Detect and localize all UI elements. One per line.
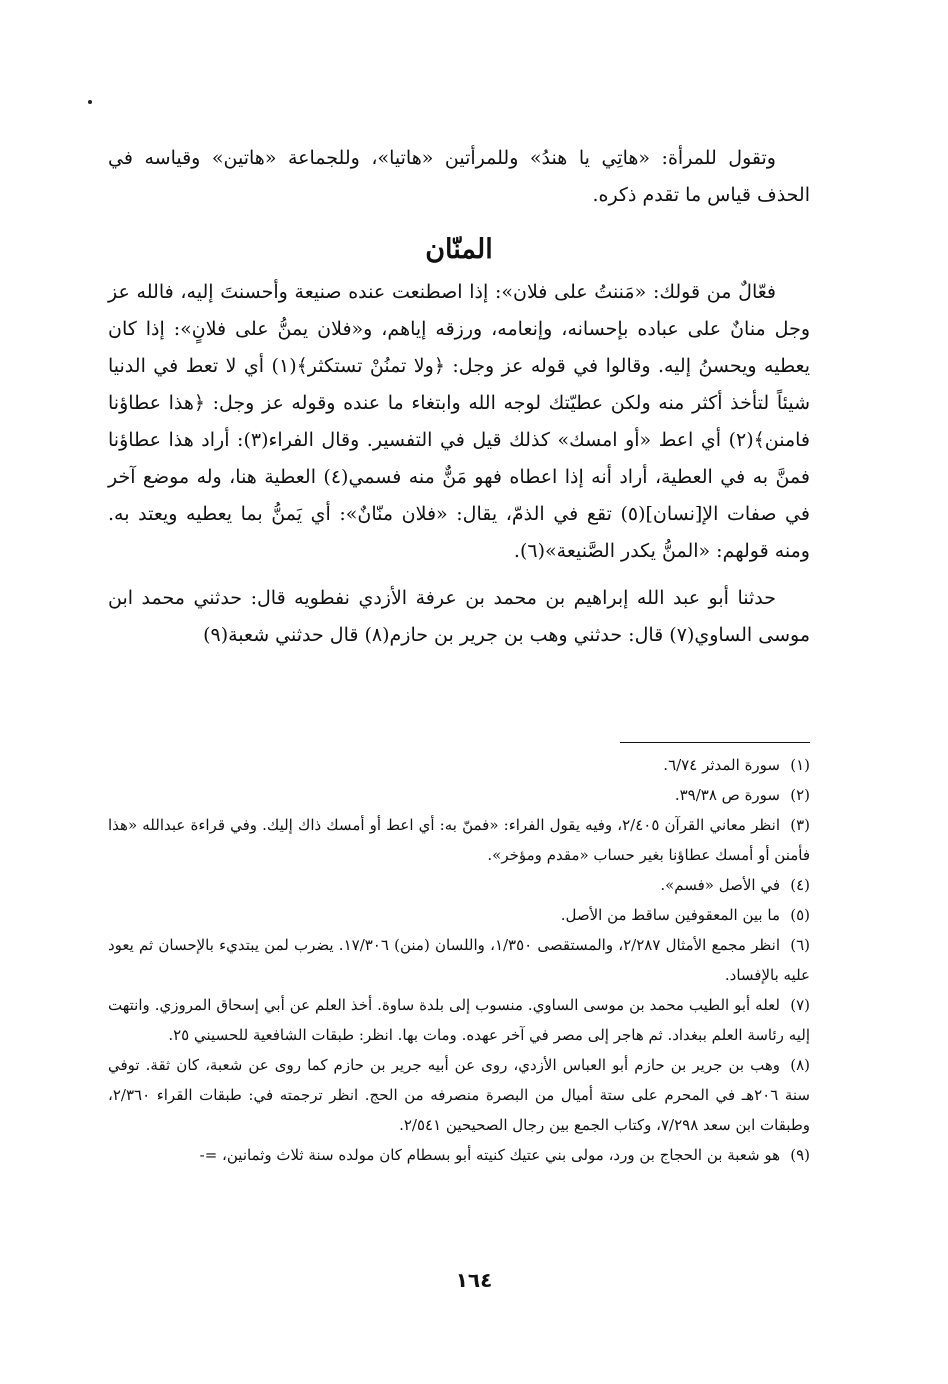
- intro-paragraph: وتقول للمرأة: «هاتِي يا هندُ» وللمرأتين «هاتيا»، وللجماعة «هاتين» وقياسه في الحذف قياس ما تقدم ذكره.: [108, 147, 810, 206]
- footnote-3: (٣)انظر معاني القرآن ٢/٤٠٥، وفيه يقول الفراء: «فمنّ به: أي اعط أو أمسك ذاك إليك. وفي قراءة عبدالله «هذا فأمنن أو أمسك عطاؤنا بغير حساب «مقدم ومؤخر».: [108, 816, 811, 864]
- narration-paragraph: حدثنا أبو عبد الله إبراهيم بن محمد بن عرفة الأزدي نفطويه قال: حدثني محمد ابن موسى الساوي(٧) قال: حدثني وهب بن جرير بن حازم(٨) قال حدثني شعبة(٩): [108, 587, 810, 646]
- footnote-2: (٢)سورة ص ٣٩/٣٨.: [674, 786, 810, 804]
- page-number: ١٦٤: [455, 1268, 493, 1292]
- footnote-7: (٧)لعله أبو الطيب محمد بن موسى الساوي. منسوب إلى بلدة ساوة. أخذ العلم عن أبي إسحاق المروزي. وانتهت إليه رئاسة العلم ببغداد. ثم هاجر إلى مصر في آخر عهده. ومات بها. انظر: طبقات الشافعية للحسيني ٢٥.: [108, 996, 810, 1044]
- footnote-8: (٨)وهب بن جرير بن حازم أبو العباس الأزدي، روى عن أبيه جرير بن حازم كما روى عن شعبة، كان ثقة. توفي سنة ٢٠٦هـ في المحرم على ستة أميال من البصرة منصرفه من الحج. انظر ترجمته في: طبقات القراء ٢/٣٦٠، وطبقات ابن سعد ٧/٢٩٨، وكتاب الجمع بين رجال الصحيحين ٢/٥٤١.: [108, 1056, 810, 1134]
- entry-paragraph: فعّالٌ من قولك: «مَننتُ على فلان»: إذا اصطنعت عنده صنيعة وأحسنتَ إليه، فالله عز وجل منانٌ على عباده بإحسانه، وإنعامه، ورزقه إياهم، و«فلان يمنُّ على فلانٍ»: إذا كان يعطيه ويحسنُ إليه. وقالوا في قوله عز وجل: ﴿ولا تمنُنْ تستكثر﴾(١) أي لا تعط في الدنيا شيئاً لتأخذ أكثر منه ولكن عطيّتك لوجه الله وابتغاء ما عنده وقوله عز وجل: ﴿هذا عطاؤنا فامنن﴾(٢) أي اعط «أو امسك» كذلك قيل في التفسير. وقال الفراء(٣): أراد هذا عطاؤنا فمنَّ به في العطية، أراد أنه إذا اعطاه فهو مَنٌّ منه فسمي(٤) العطية هنا، وله موضع آخر في صفات الإ[نسان](٥) تقع في الذمّ، يقال: «فلان منّانٌ»: أي يَمنُّ بما يعطيه ويعتد به. ومنه قولهم: «المنُّ يكدر الصَّنيعة»(٦).: [108, 281, 811, 562]
- footnote-divider: [620, 742, 810, 743]
- footnote-4: (٤)في الأصل «فسم».: [660, 876, 810, 894]
- entry-title: المنّان: [425, 234, 493, 265]
- footnotes: [108, 750, 810, 1170]
- footnote-1: (١)سورة المدثر ٦/٧٤.: [663, 756, 810, 774]
- footnote-5: (٥)ما بين المعقوفين ساقط من الأصل.: [560, 906, 810, 924]
- footnote-6: (٦)انظر مجمع الأمثال ٢/٢٨٧، والمستقصى ١/٣٥٠، واللسان (منن) ١٧/٣٠٦. يضرب لمن يبتديء بالإحسان ثم يعود عليه بالإفساد.: [108, 936, 811, 984]
- main-text: [108, 140, 810, 654]
- footnote-9: (٩)هو شعبة بن الحجاج بن ورد، مولى بني عتيك كنيته أبو بسطام كان مولده سنة ثلاث وثمانين، =-: [199, 1146, 810, 1164]
- scan-speck: [88, 100, 92, 104]
